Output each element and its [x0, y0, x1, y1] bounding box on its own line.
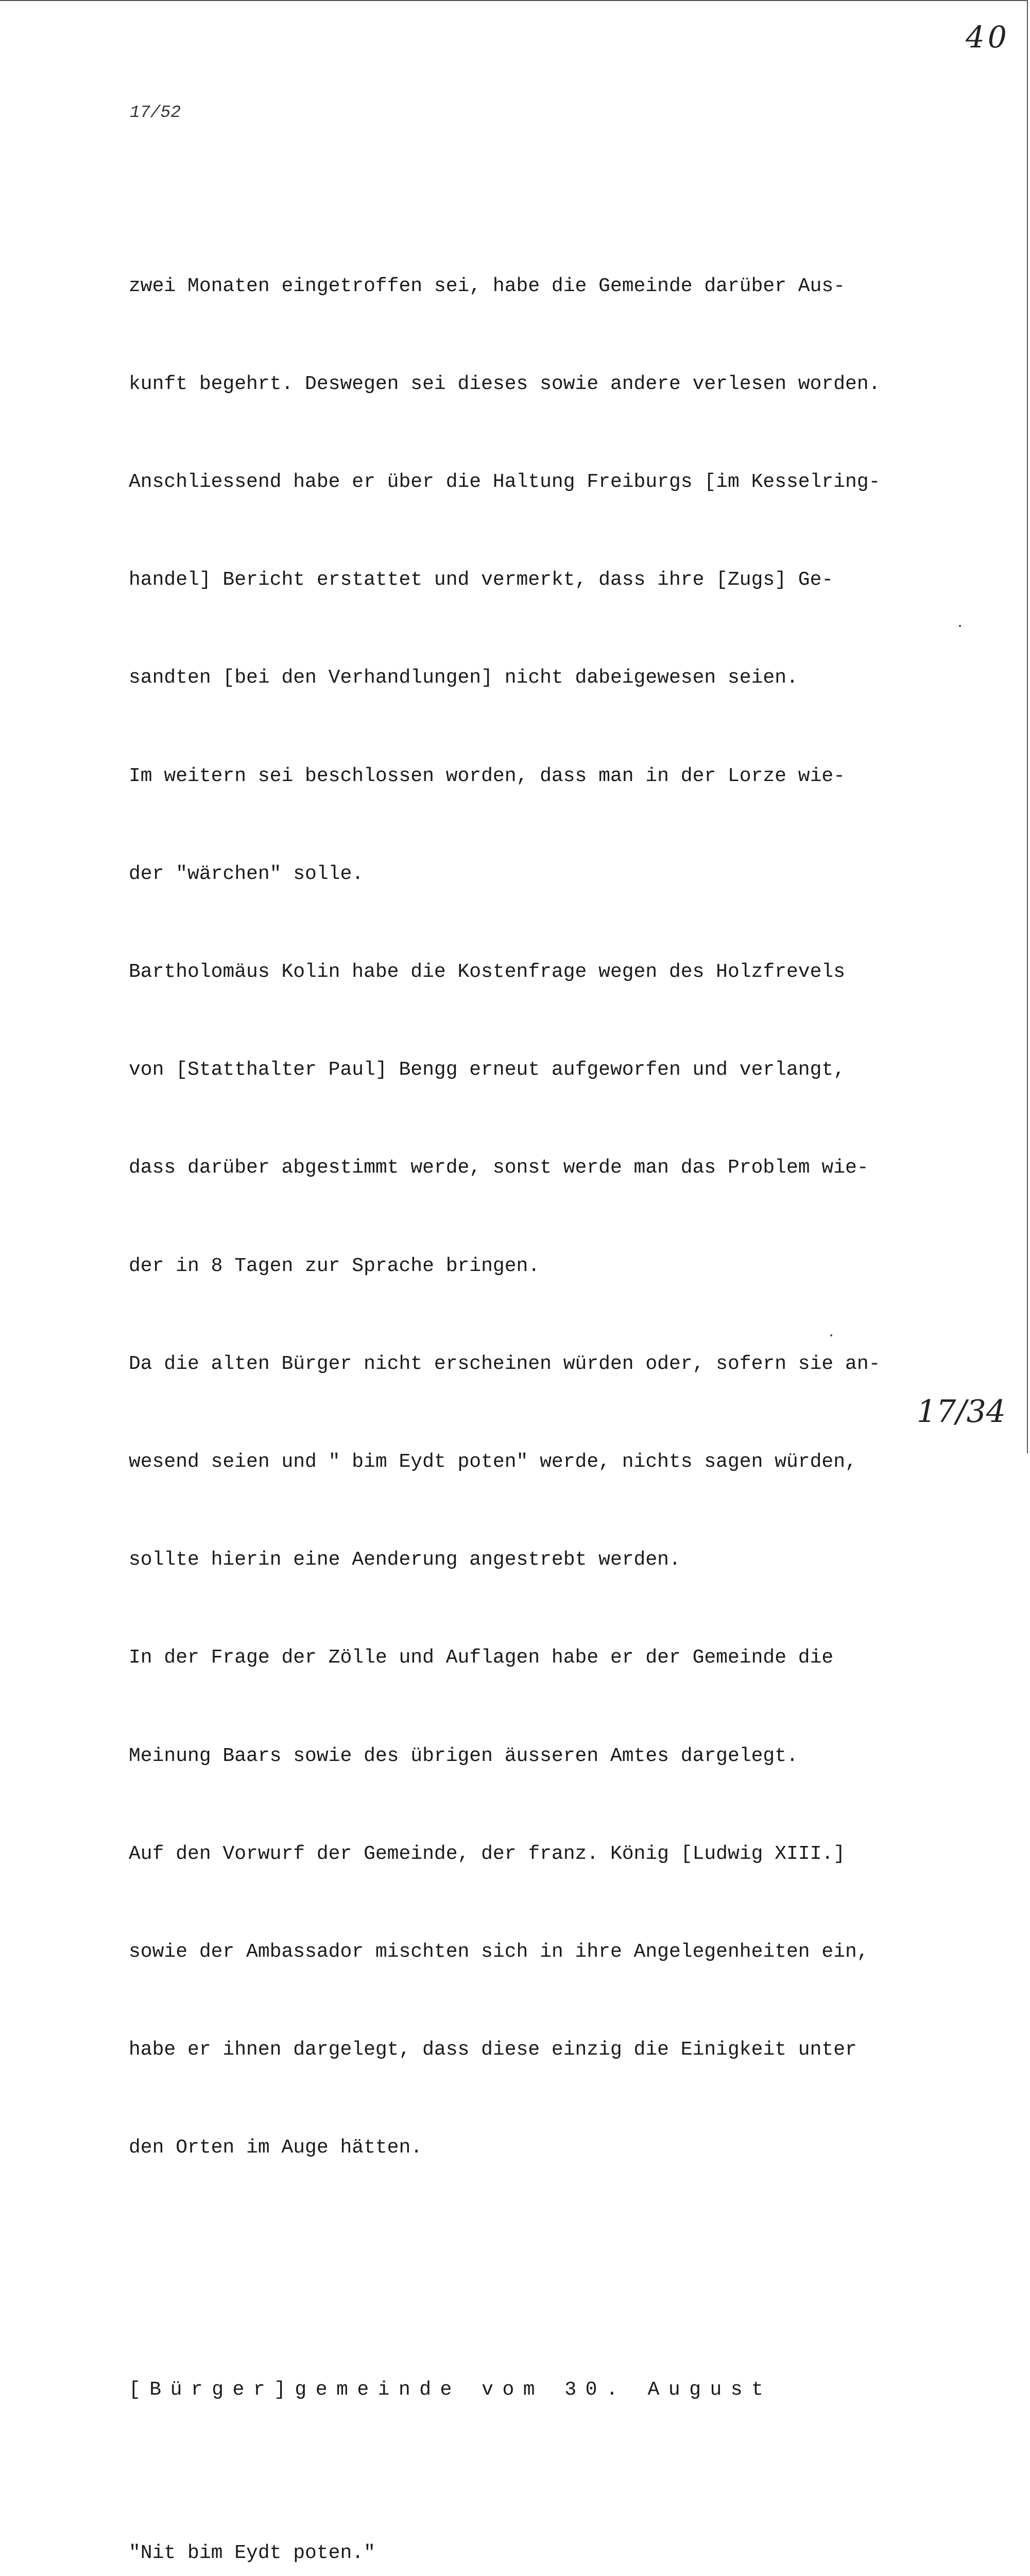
text-line: Meinung Baars sowie des übrigen äusseren Amtes dargelegt. [129, 1744, 798, 1767]
reference-number: 17/52 [130, 103, 181, 122]
text-line: den Orten im Auge hätten. [129, 2137, 423, 2159]
text-line: sandten [bei den Verhandlungen] nicht dabeigewesen seien. [129, 667, 798, 689]
handwritten-folio-number: 17/34 [917, 1394, 1006, 1430]
handwritten-page-number: 40 [966, 20, 1010, 55]
text-line: Im weitern sei beschlossen worden, dass man in der Lorze wie- [129, 765, 846, 787]
text-line: Auf den Vorwurf der Gemeinde, der franz. König [Ludwig XIII.] [129, 1842, 846, 1865]
text-line: der in 8 Tagen zur Sprache bringen. [129, 1255, 540, 1277]
paragraph-gap [129, 2295, 932, 2309]
scan-speck [959, 625, 961, 627]
text-line: der "wärchen" solle. [129, 862, 364, 885]
text-line: In der Frage der Zölle und Auflagen habe er der Gemeinde die [129, 1647, 834, 1669]
text-line: wesend seien und " bim Eydt poten" werde, nichts sagen würden, [129, 1451, 857, 1473]
text-line: kunft begehrt. Deswegen sei dieses sowie andere verlesen worden. [129, 372, 881, 395]
text-line: handel] Bericht erstattet und vermerkt, dass ihre [Zugs] Ge- [129, 569, 834, 591]
text-line: sowie der Ambassador mischten sich in ihre Angelegenheiten ein, [129, 1941, 869, 1963]
text-line: "Nit bim Eydt poten." [129, 2542, 375, 2565]
paragraph-2 [129, 2472, 932, 2576]
section-heading: [Bürger]gemeinde vom 30. August [129, 2379, 772, 2401]
document-body [129, 139, 932, 2576]
text-line: dass darüber abgestimmt werde, sonst werde man das Problem wie- [129, 1157, 869, 1179]
paragraph-1 [129, 205, 932, 2230]
scan-speck [830, 1334, 832, 1336]
text-line: Bartholomäus Kolin habe die Kostenfrage wegen des Holzfrevels [129, 961, 846, 984]
text-line: habe er ihnen dargelegt, dass diese einzig die Einigkeit unter [129, 2039, 857, 2061]
text-line: sollte hierin eine Aenderung angestrebt werden. [129, 1549, 681, 1571]
text-line: Anschliessend habe er über die Haltung Freiburgs [im Kesselring- [129, 471, 881, 494]
text-line: Da die alten Bürger nicht erscheinen würden oder, sofern sie an- [129, 1352, 881, 1375]
text-line: zwei Monaten eingetroffen sei, habe die Gemeinde darüber Aus- [129, 275, 846, 297]
text-line: von [Statthalter Paul] Bengg erneut aufgeworfen und verlangt, [129, 1059, 846, 1081]
